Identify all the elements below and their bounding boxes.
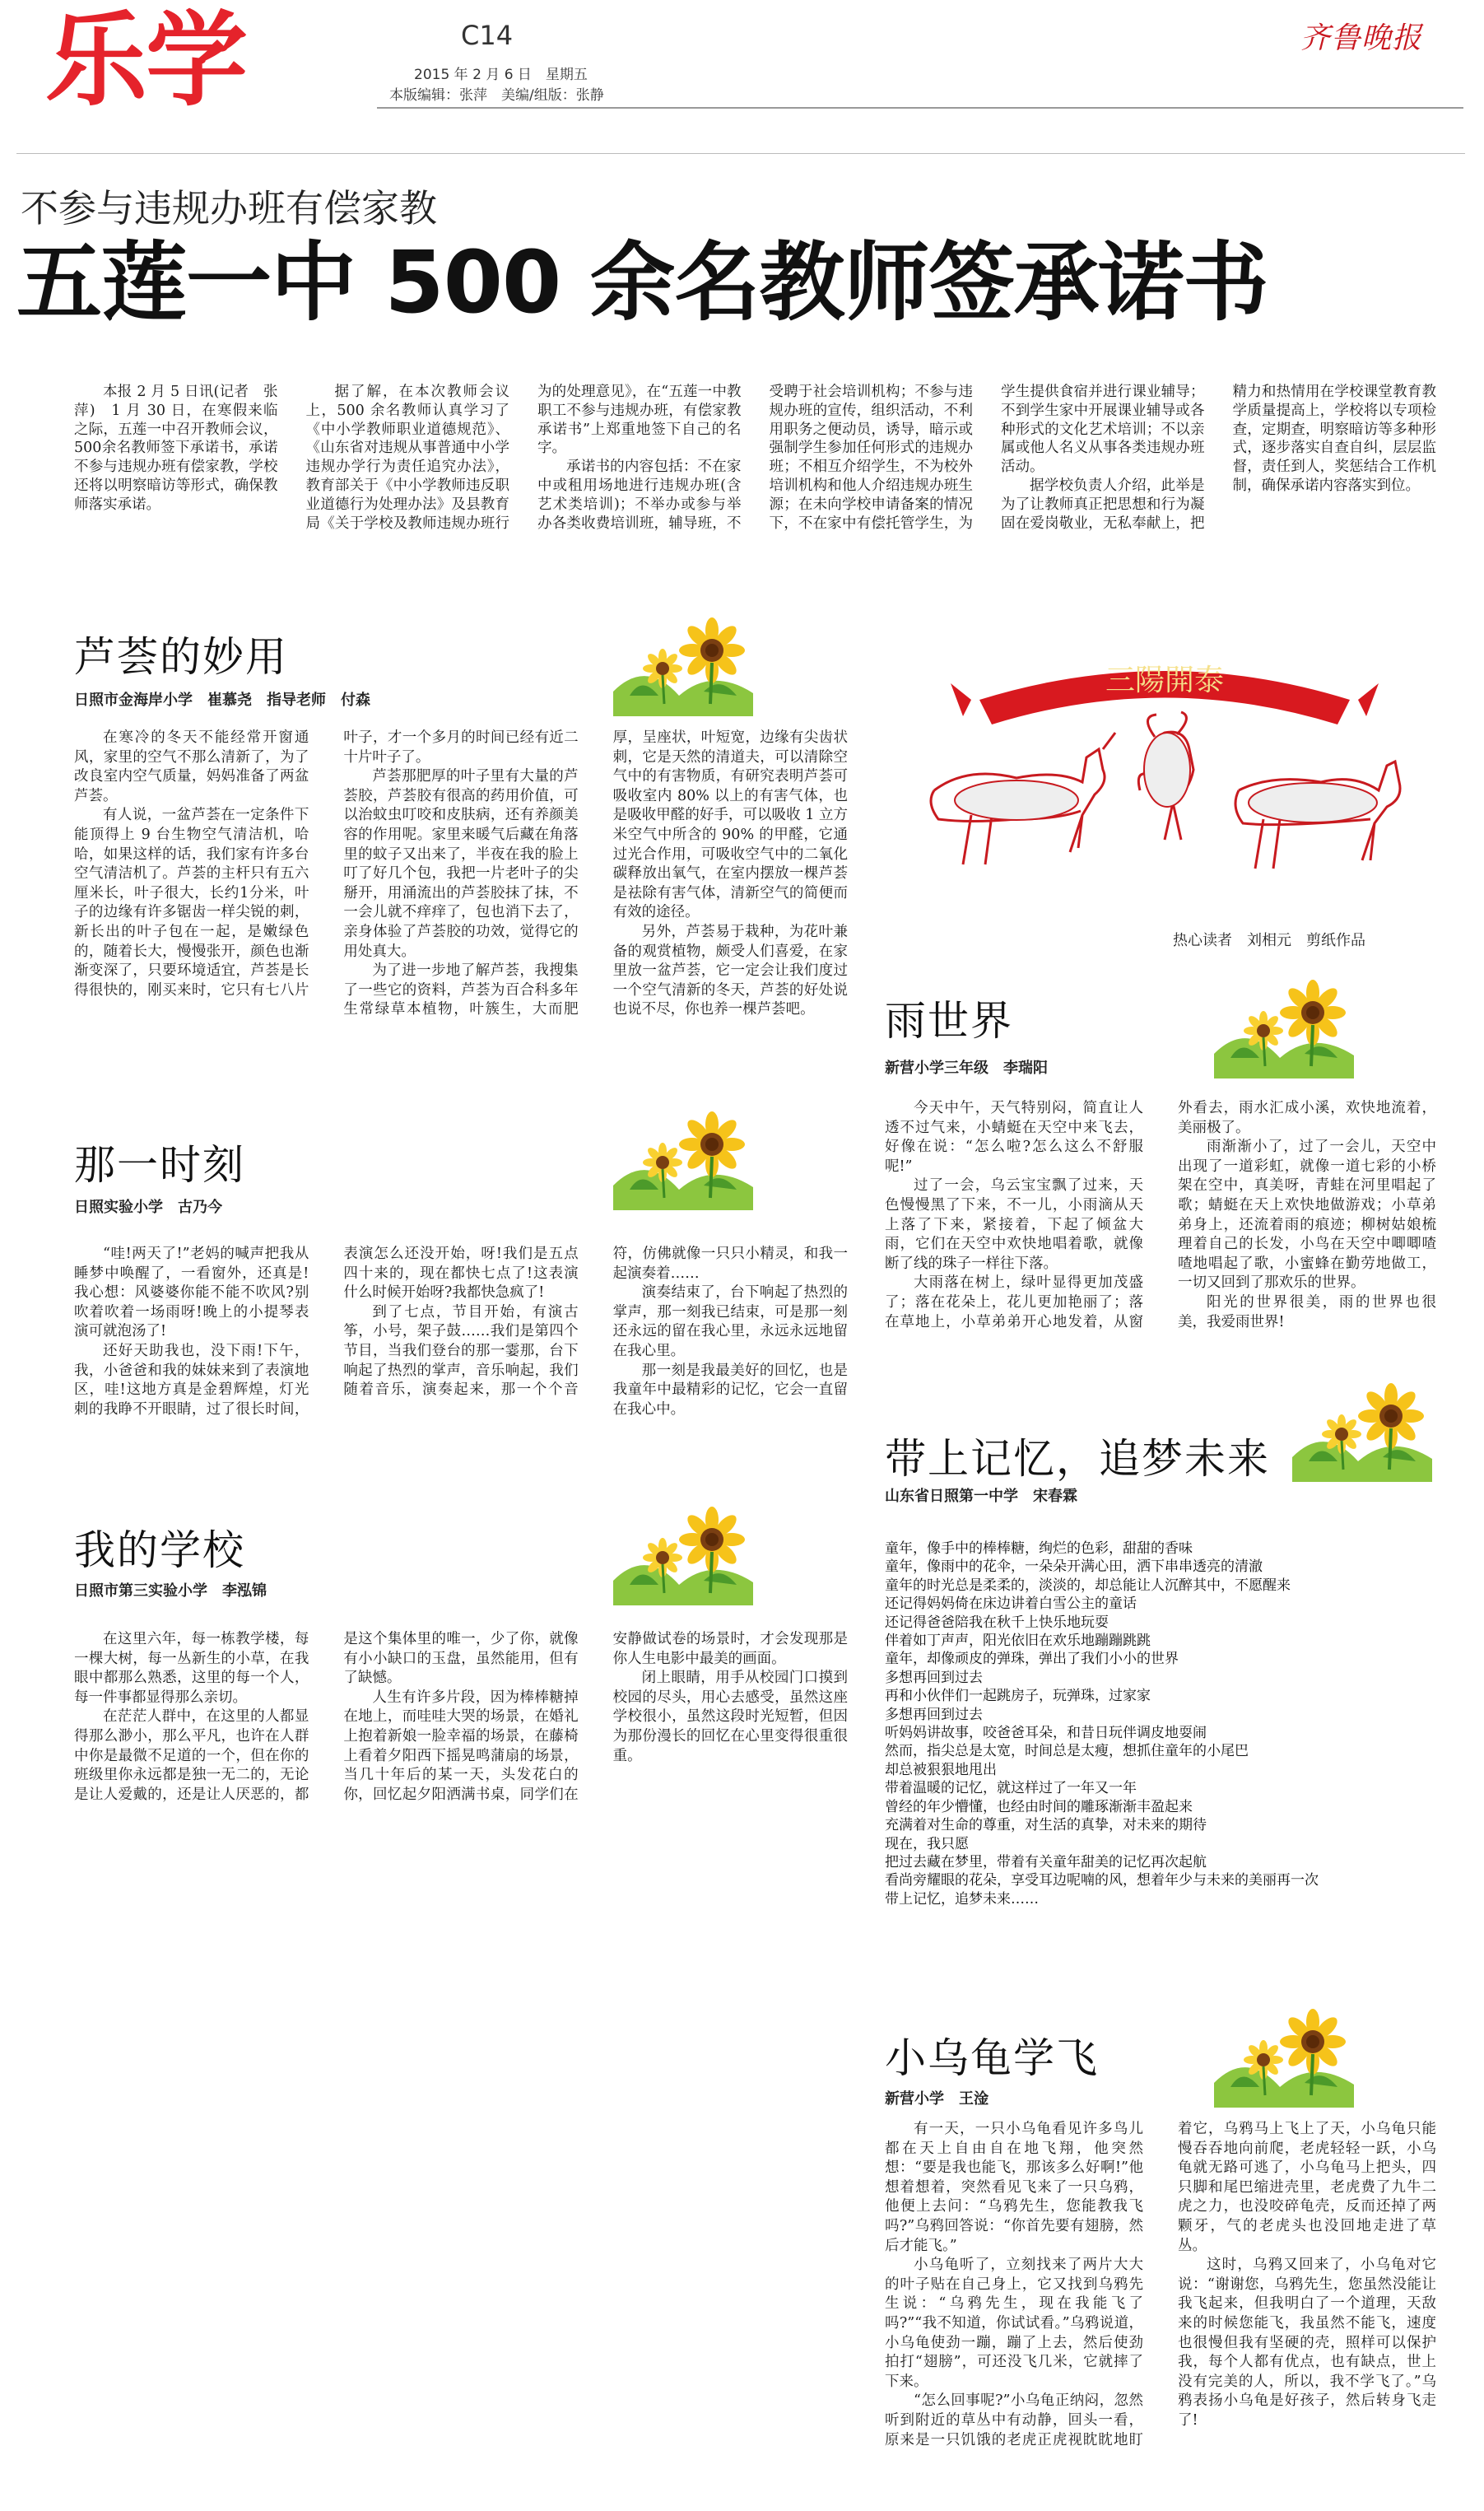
poem-line: 多想再回到过去 [885, 1669, 983, 1686]
article-title: 雨世界 [885, 997, 1013, 1045]
article-byline: 日照市金海岸小学 崔慕尧 指导老师 付森 [74, 692, 370, 709]
poem-line: 充满着对生命的尊重，对生活的真挚，对未来的期待 [885, 1817, 1207, 1834]
paragraph: 在这里六年，每一栋教学楼，每一棵大树，每一丛新生的小草，在我眼中都那么熟悉，这里的每一个人，每一件事都显得那么亲切。 [74, 1631, 309, 1706]
poem-line: 然而，指尖总是太宽，时间总是太瘦，想抓住童年的小尾巴 [885, 1743, 1249, 1760]
paragraph: 另外，芦荟易于栽种，为花叶兼备的观赏植物，颇受人们喜爱，在家里放一盆芦荟，它一定会让我们度过一个空气清新的冬天，芦荟的好处说也说不尽，你也养一棵芦荟吧。 [612, 923, 848, 1018]
lead-headline: 五莲一中 500 余名教师签承诺书 [16, 232, 1268, 333]
paragraph: “哇!两天了!”老妈的喊声把我从睡梦中唤醒了，一看窗外，还真是!我心想：风婆婆你能不能不吹风?别吹着吹着一场雨呀!晚上的小提琴表演可就泡汤了! [74, 1246, 309, 1340]
poem-line: 带着温暖的记忆，就这样过了一年又一年 [885, 1780, 1137, 1797]
paragraph: 到了七点，节目开始，有演古筝，小号，架子鼓……我们是第四个节目，当我们登台的那一霎那，台下响起了热烈的掌声，音乐响起，我们随着音乐，演奏起来，那一个个音符，仿佛就像一只只小精灵，和我一起演奏着…… [343, 1246, 848, 1399]
paragraph: 有一天，一只小乌龟看见许多鸟儿都在天上自由自在地飞翔，他突然想：“要是我也能飞，那该多么好啊!”他想着想着，突然看见飞来了一只乌鸦，他便上去问：“乌鸦先生，您能教我飞吗?”乌鸦回答说：“你首先要有翅膀，然后才能飞。” [885, 2121, 1143, 2254]
poem-line: 听妈妈讲故事，咬爸爸耳朵，和昔日玩伴调皮地耍闹 [885, 1725, 1207, 1742]
papercut-caption: 热心读者 刘相元 剪纸作品 [1173, 932, 1365, 949]
weekday-text: 星期五 [545, 67, 588, 83]
paragraph: 演奏结束了，台下响起了热烈的掌声，那一刻我已结束，可是那一刻还永远的留在我心里，永远永远地留在我心里。 [612, 1284, 848, 1359]
header-rule [377, 107, 1463, 109]
issue-date [414, 63, 588, 83]
article-title: 我的学校 [74, 1526, 245, 1574]
paragraph: 在寒冷的冬天不能经常开窗通风，家里的空气不那么清新了，为了改良室内空气质量，妈妈准备了两盆芦荟。 [74, 729, 309, 804]
lead-paragraph: 承诺书的内容包括：不在家中或租用场地进行违规办班(含艺术类培训)；不举办或参与举办各类收费培训班，辅导班，不受聘于社会培训机构；不参与违规办班的宣传，组织活动，不利用职务之便动员，诱导，暗示或强制学生参加任何形式的违规办班；不相互介绍学生，不为校外培训机构和他人介绍违规办班生源；在未向学校申请备案的情况下，不在家中有偿托管学生，为学生提供食宿并进行课业辅导；不到学生家中开展课业辅导或各种形式的文化艺术培训；不以亲属或他人名义从事各类违规办班活动。 [537, 384, 1205, 532]
lead-kicker: 不参与违规办班有偿家教 [21, 186, 437, 231]
sunflower-icon [613, 617, 757, 720]
article-title: 带上记忆，追梦未来 [885, 1435, 1270, 1483]
paragraph: 阳光的世界很美，雨的世界也很美，我爱雨世界! [1178, 1293, 1436, 1330]
article-byline: 日照实验小学 古乃今 [74, 1199, 222, 1216]
sunflower-icon [1214, 980, 1358, 1083]
poem-line: 再和小伙伴们一起跳房子，玩弹珠，过家家 [885, 1688, 1151, 1705]
article-title: 小乌龟学飞 [885, 2034, 1099, 2082]
paragraph: 人生有许多片段，因为棒棒糖掉在地上，而哇哇大哭的场景，在婚礼上抱着新娘一脸幸福的场景，在藤椅上看着夕阳西下摇晃鸣蒲扇的场景，当几十年后的某一天，头发花白的你，回忆起夕阳洒满书桌，同学们在安静做试卷的场景时，才会发现那是你人生电影中最美的画面。 [343, 1631, 848, 1803]
poem-line: 还记得爸爸陪我在秋千上快乐地玩耍 [885, 1614, 1109, 1631]
papercut-image [893, 626, 1436, 906]
poem-line: 还记得妈妈倚在床边讲着白雪公主的童话 [885, 1596, 1137, 1613]
paragraph: “怎么回事呢?”小乌龟正纳闷，忽然听到附近的草丛中有动静，回头一看，原来是一只饥饿的老虎正虎视眈眈地盯着它，乌鸦马上飞上了天，小乌龟只能慢吞吞地向前爬，老虎轻轻一跃，小乌龟就无路可逃了，小乌龟马上把头，四只脚和尾巴缩进壳里，老虎费了九牛二虎之力，也没咬碎龟壳，反而还掉了两颗牙，气的老虎头也没回地走进了草丛。 [885, 2121, 1436, 2448]
poem-line: 现在，我只愿 [885, 1835, 969, 1852]
papercut-artwork [893, 626, 1436, 949]
paragraph: 有人说，一盆芦荟在一定条件下能顶得上 9 台生物空气清洁机，哈哈，如果这样的话，我们家有许多台空气清洁机了。芦荟的主杆只有五六厘米长，叶子很大，长约1分米，叶子的边缘有许多锯齿一样尖锐的刺，新长出的叶子包在一起，是嫩绿色的，随着长大，慢慢张开，颜色也渐渐变深了，只要环境适宜，芦荟是长得很快的，刚买来时，它只有七八片叶子，才一个多月的时间已经有近二十片叶子了。 [74, 729, 579, 999]
papercut-banner: 三陽開泰 [1105, 664, 1225, 697]
poem-line: 看尚旁耀眼的花朵，享受耳边呢喃的风，想着年少与未来的美丽再一次 [885, 1872, 1319, 1889]
article-body [885, 2120, 1436, 2495]
newspaper-logo: 齐鲁晚报 [1300, 21, 1423, 55]
paragraph: 这时，乌鸦又回来了，小乌龟对它说：“谢谢您，乌鸦先生，您虽然没能让我飞起来，但我明白了一个道理，天敌来的时候您能飞，我虽然不能飞，速度也很慢但我有坚硬的壳，照样可以保护我，每个人都有优点，也有缺点，世上没有完美的人，所以，我不学飞了。”乌鸦表扬小乌龟是好孩子，然后转身飞走了! [1178, 2257, 1436, 2429]
article-byline: 山东省日照第一中学 宋春霖 [885, 1488, 1077, 1505]
poem-line: 童年，像雨中的花伞，一朵朵开满心田，洒下串串透亮的清澈 [885, 1558, 1263, 1576]
poem-line: 却总被狠狠地甩出 [885, 1761, 997, 1778]
masthead [0, 0, 1484, 156]
sunflower-icon [1214, 2009, 1358, 2112]
poem-line: 多想再回到过去 [885, 1706, 983, 1723]
poem-line: 伴着如丁声声，阳光依旧在欢乐地蹦蹦跳跳 [885, 1633, 1151, 1650]
poem-line: 把过去藏在梦里，带着有关童年甜美的记忆再次起航 [885, 1853, 1207, 1870]
sunflower-icon [613, 1111, 757, 1214]
article-title: 那一时刻 [74, 1141, 245, 1189]
paragraph: 雨渐渐小了，过了一会儿，天空中出现了一道彩虹，就像一道七彩的小桥架在空中，真美呀，青蛙在河里唱起了歌；蜻蜓在天上欢快地做游戏；小草弟弟身上，还流着雨的痕迹；柳树姑娘梳理着自己的长发，小鸟在天空中唧唧喳喳地唱起了歌，小蜜蜂在勤劳地做工，一切又回到了那欢乐的世界。 [1178, 1139, 1436, 1292]
lead-paragraph: 据学校负责人介绍，此举是为了让教师真正把思想和行为凝固在爱岗敬业，无私奉献上，把精力和热情用在学校课堂教育教学质量提高上，学校将以专项检查，定期查，明察暗访等多种形式，逐步落实自查自纠，层层监督，责任到人，奖惩结合工作机制，确保承诺内容落实到位。 [1001, 384, 1436, 532]
paragraph: 小乌龟听了，立刻找来了两片大大的叶子贴在自己身上，它又找到乌鸦先生说：“乌鸦先生，现在我能飞了吗?”“我不知道，你试试看。”乌鸦说道，小乌龟使劲一蹦，蹦了上去，然后使劲拍打“翅膀”，可还没飞几米，它就摔了下来。 [885, 2257, 1143, 2390]
article-body [74, 1630, 848, 1861]
date-text: 2015 年 2 月 6 日 [414, 67, 532, 83]
paragraph: 为了进一步地了解芦荟，我搜集了一些它的资料，芦荟为百合科多年生常绿草本植物，叶簇生，大而肥厚，呈座状，叶短宽，边缘有尖齿状刺，它是天然的清道夫，可以清除空气中的有害物质，有研究表明芦荟可吸收室内 80% 以上的有害气体，也是吸收甲醛的好手，可以吸收 1 立方米空气中所含的 90% 的甲醛，它通过光合作用，可吸收空气中的二氧化碳释放出氧气，在室内摆放一棵芦荟是祛除有害气体，清新空气的简便而有效的途径。 [343, 729, 848, 1018]
paragraph: 闭上眼睛，用手从校园门口摸到校园的尽头，用心去感受，虽然这座学校很小，虽然这段时光短暂，但因为那份漫长的回忆在心里变得很重很重。 [612, 1670, 848, 1764]
poem-line: 童年，像手中的棒棒糖，绚烂的色彩，甜甜的香味 [885, 1540, 1193, 1557]
editor-credits: 本版编辑：张萍 美编/组版：张静 [389, 87, 604, 104]
paragraph: 过了一会，乌云宝宝飘了过来，天色慢慢黑了下来，不一儿，小雨滴从天上落了下来，紧接着，下起了倾盆大雨，它们在天空中欢快地唱着歌，就像断了线的珠子一样往下落。 [885, 1177, 1143, 1272]
poem-line: 童年，却像顽皮的弹珠，弹出了我们小小的世界 [885, 1651, 1179, 1668]
paragraph: 芦荟那肥厚的叶子里有大量的芦荟胶，芦荟胶有很高的药用价值，可以治蚊虫叮咬和皮肤病，还有养颜美容的作用呢。家里来暖气后藏在角落里的蚊子又出来了，半夜在我的脸上叮了好几个包，我把一片老叶子的尖掰开，用涌流出的芦荟胶抹了抹，不一会儿就不痒痒了，包也消下去了，亲身体验了芦荟胶的功效，觉得它的用处真大。 [343, 768, 579, 960]
page-number: C14 [461, 20, 514, 51]
poem-body [885, 1540, 1379, 2001]
poem-line: 曾经的年少懵懂，也经由时间的雕琢渐渐丰盈起来 [885, 1798, 1193, 1815]
poem-line: 童年的时光总是柔柔的，淡淡的，却总能让人沉醉其中，不愿醒来 [885, 1577, 1291, 1594]
article-body [74, 1245, 848, 1484]
article-byline: 新营小学 王淦 [885, 2090, 989, 2108]
article-byline: 日照市第三实验小学 李泓锦 [74, 1582, 267, 1600]
lead-paragraph: 据了解，在本次教师会议上，500 余名教师认真学习了《中小学教师职业道德规范》、《山东省对违规从事普通中小学违规办学行为责任追究办法》，教育部关于《中小学教师违反职业道德行为处理办法》及县教育局《关于学校及教师违规办班行为的处理意见》，在“五莲一中教职工不参与违规办班，有偿家教承诺书”上郑重地签下自己的名字。 [305, 384, 742, 532]
sunflower-icon [1292, 1383, 1436, 1486]
paragraph: 在茫茫人群中，在这里的人都显得那么渺小，那么平凡，也许在人群中你是最微不足道的一个，但在你的班级里你永远都是独一无二的，无论是让人爱戴的，还是让人厌恶的，都是这个集体里的唯一，少了你，就像有小小缺口的玉盘，虽然能用，但有了缺憾。 [74, 1631, 579, 1803]
lead-paragraph: 本报 2 月 5 日讯(记者 张萍) 1 月 30 日，在寒假来临之际，五莲一中召开教师会议，500余名教师签下承诺书，承诺不参与违规办班有偿家教，学校还将以明察暗访等形式，确保教师落实承诺。 [74, 384, 278, 513]
paragraph: 大雨落在树上，绿叶显得更加茂盛了；落在花朵上，花儿更加艳丽了；落在草地上，小草弟弟开心地发着，从窗外看去，雨水汇成小溪，欢快地流着，美丽极了。 [885, 1100, 1436, 1330]
sunflower-icon [613, 1507, 757, 1610]
article-body [885, 1099, 1436, 1391]
header-rule-bottom [16, 153, 1465, 154]
poem-line: 带上记忆，追梦未来…… [885, 1890, 1039, 1908]
article-title: 芦荟的妙用 [74, 633, 288, 681]
section-logo: 乐学 [45, 2, 247, 120]
article-byline: 新营小学三年级 李瑞阳 [885, 1060, 1048, 1077]
lead-body [74, 383, 1436, 597]
paragraph: 那一刻是我最美好的回忆，也是我童年中最精彩的记忆，它会一直留在我心中。 [612, 1362, 848, 1418]
article-body [74, 729, 848, 1099]
paragraph: 今天中午，天气特别闷，简直让人透不过气来，小蜻蜓在天空中来飞去，好像在说：“怎么啦?怎么这么不舒服呢!” [885, 1100, 1143, 1175]
paragraph: 还好天助我也，没下雨!下午，我，小爸爸和我的妹妹来到了表演地区，哇!这地方真是金碧辉煌，灯光刺的我睁不开眼睛，过了很长时间，表演怎么还没开始，呀!我们是五点四十来的，现在都快七点了!这表演什么时候开始呀?我都快急疯了! [74, 1246, 579, 1418]
